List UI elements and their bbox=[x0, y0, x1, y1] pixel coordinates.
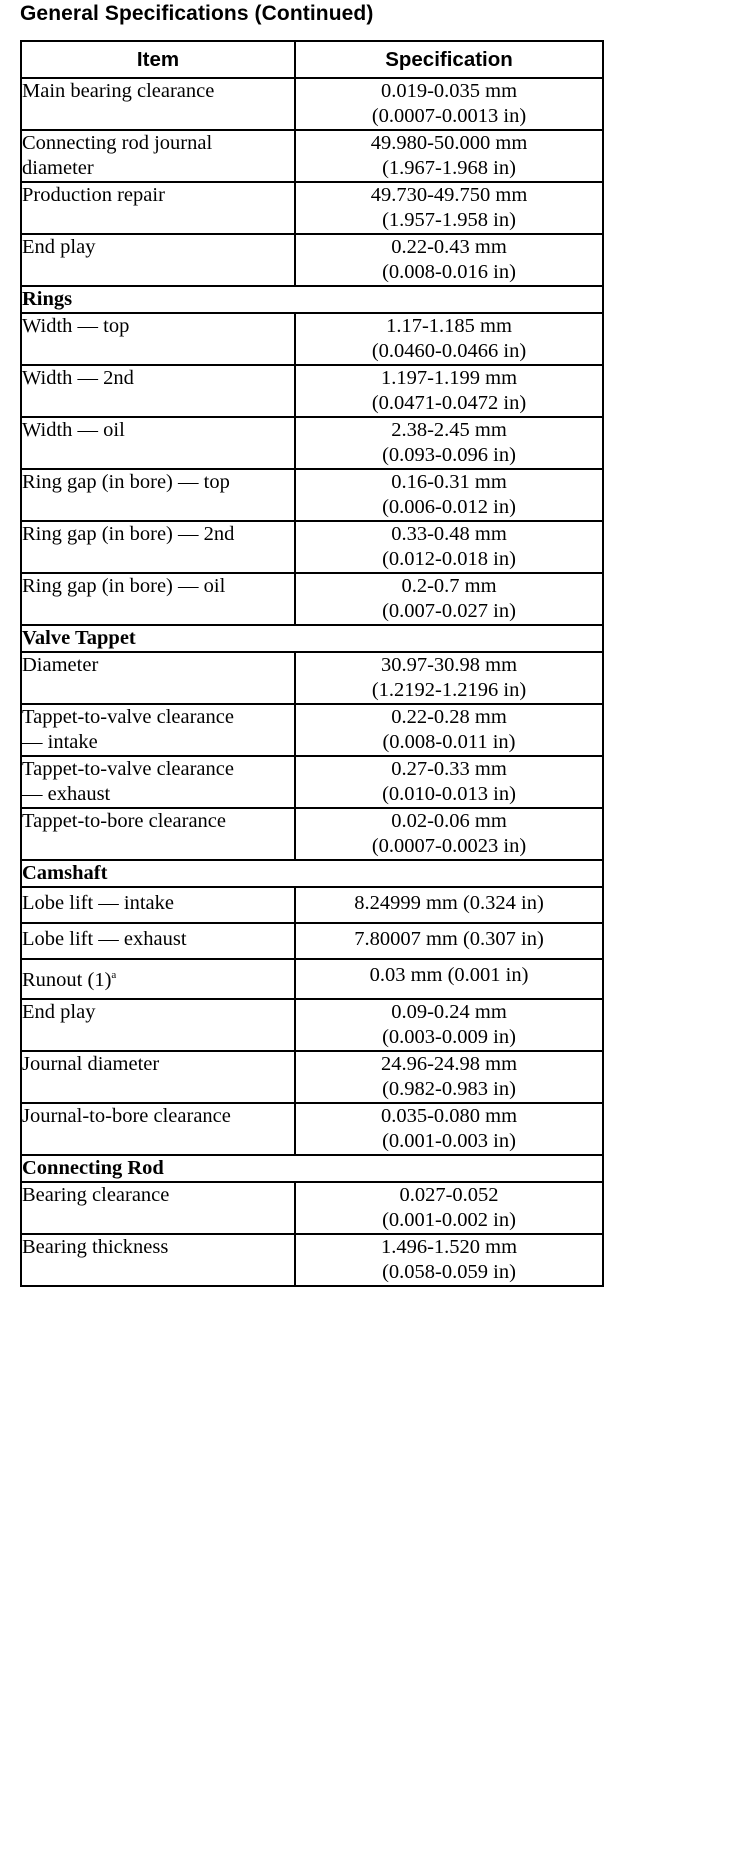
spec-imperial: (1.957-1.958 in) bbox=[382, 209, 516, 231]
spec-metric: 0.019-0.035 mm bbox=[380, 80, 518, 102]
item-text: Ring gap (in bore) — 2nd bbox=[22, 523, 235, 545]
table-row bbox=[21, 1051, 603, 1103]
spec-cell bbox=[295, 365, 603, 417]
item-cell bbox=[21, 756, 295, 808]
spec-value: 0.03 mm (0.001 in) bbox=[369, 964, 529, 986]
item-text: Ring gap (in bore) — oil bbox=[22, 575, 226, 597]
item-text: Lobe lift — exhaust bbox=[22, 928, 187, 950]
item-text: Main bearing clearance bbox=[22, 80, 215, 102]
item-text: Tappet-to-bore clearance bbox=[22, 810, 226, 832]
spec-metric: 0.22-0.43 mm bbox=[391, 236, 507, 258]
item-cell bbox=[21, 887, 295, 923]
spec-cell bbox=[295, 652, 603, 704]
item-text: Runout (1) bbox=[22, 969, 112, 991]
table-row bbox=[21, 652, 603, 704]
item-cell bbox=[21, 365, 295, 417]
spec-cell bbox=[295, 887, 603, 923]
spec-value: 7.80007 mm (0.307 in) bbox=[354, 928, 544, 950]
spec-imperial: (0.012-0.018 in) bbox=[382, 548, 516, 570]
spec-cell bbox=[295, 521, 603, 573]
spec-metric: 0.09-0.24 mm bbox=[391, 1001, 507, 1023]
table-row bbox=[21, 808, 603, 860]
spec-cell bbox=[295, 1103, 603, 1155]
item-text: Width — top bbox=[22, 315, 130, 337]
item-text: Width — 2nd bbox=[22, 367, 134, 389]
spec-cell bbox=[295, 704, 603, 756]
spec-imperial: (0.982-0.983 in) bbox=[382, 1078, 516, 1100]
spec-imperial: (1.967-1.968 in) bbox=[382, 157, 516, 179]
spec-imperial: (0.006-0.012 in) bbox=[382, 496, 516, 518]
spec-imperial: (0.0007-0.0023 in) bbox=[371, 835, 527, 857]
spec-metric: 0.16-0.31 mm bbox=[391, 471, 507, 493]
spec-imperial: (0.007-0.027 in) bbox=[382, 600, 516, 622]
spec-cell bbox=[295, 417, 603, 469]
item-cell bbox=[21, 1103, 295, 1155]
item-text: Lobe lift — intake bbox=[22, 892, 174, 914]
spec-imperial: (0.0007-0.0013 in) bbox=[371, 105, 527, 127]
item-text: End play bbox=[22, 1001, 96, 1023]
item-text: Bearing thickness bbox=[22, 1236, 169, 1258]
table-row bbox=[21, 573, 603, 625]
spec-imperial: (0.0471-0.0472 in) bbox=[371, 392, 527, 414]
item-text: Width — oil bbox=[22, 419, 125, 441]
section-heading: Connecting Rod bbox=[21, 1155, 603, 1182]
table-row bbox=[21, 182, 603, 234]
spec-imperial: (0.008-0.016 in) bbox=[382, 261, 516, 283]
table-row bbox=[21, 959, 603, 999]
table-row bbox=[21, 521, 603, 573]
spec-metric: 0.02-0.06 mm bbox=[391, 810, 507, 832]
item-text: Journal diameter bbox=[22, 1053, 160, 1075]
item-cell bbox=[21, 652, 295, 704]
item-text-line1: Connecting rod journal bbox=[22, 132, 213, 154]
spec-metric: 49.980-50.000 mm bbox=[370, 132, 528, 154]
spec-value: 8.24999 mm (0.324 in) bbox=[354, 892, 544, 914]
spec-metric: 30.97-30.98 mm bbox=[380, 654, 518, 676]
item-cell bbox=[21, 704, 295, 756]
spec-metric: 0.22-0.28 mm bbox=[391, 706, 507, 728]
section-heading: Camshaft bbox=[21, 860, 603, 887]
spec-imperial: (1.2192-1.2196 in) bbox=[371, 679, 527, 701]
section-row-camshaft bbox=[21, 860, 603, 887]
spec-metric: 0.33-0.48 mm bbox=[391, 523, 507, 545]
spec-metric: 0.2-0.7 mm bbox=[401, 575, 497, 597]
item-cell bbox=[21, 959, 295, 999]
spec-metric: 1.17-1.185 mm bbox=[386, 315, 512, 337]
spec-cell bbox=[295, 756, 603, 808]
table-row bbox=[21, 1234, 603, 1286]
spec-imperial: (0.001-0.003 in) bbox=[382, 1130, 516, 1152]
spec-cell bbox=[295, 1051, 603, 1103]
item-cell bbox=[21, 130, 295, 182]
column-header-item: Item bbox=[21, 41, 295, 78]
section-heading: Valve Tappet bbox=[21, 625, 603, 652]
section-row-rings bbox=[21, 286, 603, 313]
table-row bbox=[21, 130, 603, 182]
spec-imperial: (0.001-0.002 in) bbox=[382, 1209, 516, 1231]
column-header-specification: Specification bbox=[295, 41, 603, 78]
spec-imperial: (0.010-0.013 in) bbox=[382, 783, 516, 805]
item-text: Production repair bbox=[22, 184, 165, 206]
table-row bbox=[21, 78, 603, 130]
spec-metric: 24.96-24.98 mm bbox=[380, 1053, 518, 1075]
item-cell bbox=[21, 417, 295, 469]
item-cell bbox=[21, 923, 295, 959]
page-title: General Specifications (Continued) bbox=[20, 2, 374, 25]
item-cell bbox=[21, 1051, 295, 1103]
spec-cell bbox=[295, 313, 603, 365]
table-row bbox=[21, 923, 603, 959]
item-cell bbox=[21, 999, 295, 1051]
table-row bbox=[21, 756, 603, 808]
item-text: Bearing clearance bbox=[22, 1184, 170, 1206]
table-row bbox=[21, 417, 603, 469]
spec-cell bbox=[295, 999, 603, 1051]
spec-metric: 1.496-1.520 mm bbox=[380, 1236, 518, 1258]
spec-cell bbox=[295, 923, 603, 959]
spec-metric: 2.38-2.45 mm bbox=[391, 419, 507, 441]
spec-cell bbox=[295, 1182, 603, 1234]
section-row-connecting-rod bbox=[21, 1155, 603, 1182]
item-text-line2: — intake bbox=[22, 731, 98, 753]
spec-imperial: (0.058-0.059 in) bbox=[382, 1261, 516, 1283]
item-cell bbox=[21, 808, 295, 860]
spec-imperial: (0.008-0.011 in) bbox=[382, 731, 516, 753]
table-row bbox=[21, 999, 603, 1051]
spec-imperial: (0.003-0.009 in) bbox=[382, 1026, 516, 1048]
spec-cell bbox=[295, 78, 603, 130]
footnote-marker: a bbox=[111, 969, 117, 981]
section-row-valve-tappet bbox=[21, 625, 603, 652]
item-text: End play bbox=[22, 236, 96, 258]
spec-imperial: (0.0460-0.0466 in) bbox=[371, 340, 527, 362]
spec-metric: 49.730-49.750 mm bbox=[370, 184, 528, 206]
item-cell bbox=[21, 1182, 295, 1234]
table-row bbox=[21, 469, 603, 521]
item-cell bbox=[21, 521, 295, 573]
section-heading: Rings bbox=[21, 286, 603, 313]
item-cell bbox=[21, 469, 295, 521]
spec-metric: 0.035-0.080 mm bbox=[380, 1105, 518, 1127]
table-row bbox=[21, 365, 603, 417]
item-cell bbox=[21, 573, 295, 625]
item-text: Journal-to-bore clearance bbox=[22, 1105, 231, 1127]
item-cell bbox=[21, 182, 295, 234]
item-cell bbox=[21, 78, 295, 130]
item-text-line2: — exhaust bbox=[22, 783, 111, 805]
table-row bbox=[21, 313, 603, 365]
spec-cell bbox=[295, 182, 603, 234]
spec-metric: 0.27-0.33 mm bbox=[391, 758, 507, 780]
item-cell bbox=[21, 234, 295, 286]
item-text-line1: Tappet-to-valve clearance bbox=[22, 706, 234, 728]
spec-cell bbox=[295, 573, 603, 625]
spec-cell bbox=[295, 130, 603, 182]
spec-imperial: (0.093-0.096 in) bbox=[382, 444, 516, 466]
spec-metric: 0.027-0.052 bbox=[399, 1184, 499, 1206]
item-text-line1: Tappet-to-valve clearance bbox=[22, 758, 234, 780]
item-cell bbox=[21, 1234, 295, 1286]
spec-cell bbox=[295, 808, 603, 860]
spec-cell bbox=[295, 234, 603, 286]
spec-cell bbox=[295, 469, 603, 521]
table-row bbox=[21, 887, 603, 923]
table-row bbox=[21, 234, 603, 286]
table-row bbox=[21, 704, 603, 756]
spec-metric: 1.197-1.199 mm bbox=[380, 367, 518, 389]
table-row bbox=[21, 1182, 603, 1234]
spec-cell bbox=[295, 1234, 603, 1286]
item-cell bbox=[21, 313, 295, 365]
table-row bbox=[21, 1103, 603, 1155]
spec-cell bbox=[295, 959, 603, 999]
table-header-row bbox=[21, 41, 603, 78]
item-text: Ring gap (in bore) — top bbox=[22, 471, 230, 493]
item-text: Diameter bbox=[22, 654, 99, 676]
specifications-table bbox=[20, 40, 604, 1287]
item-text-line2: diameter bbox=[22, 157, 94, 179]
